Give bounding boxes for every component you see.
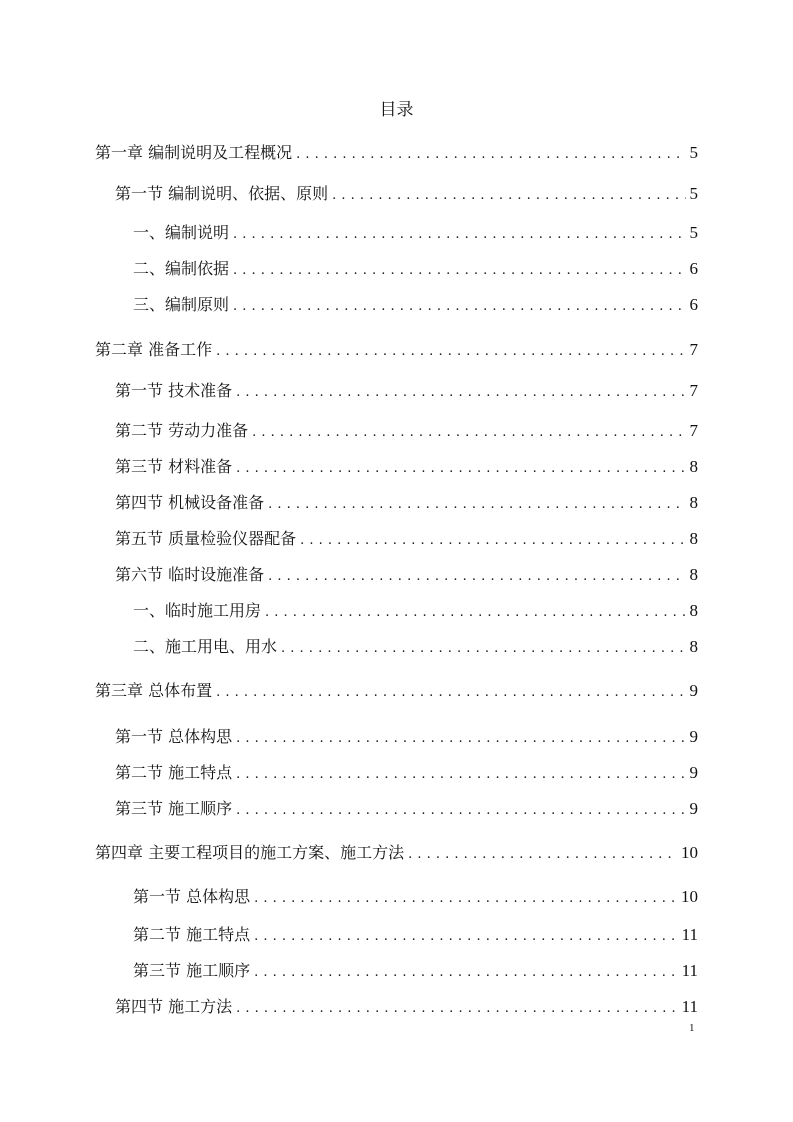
dot-leader (236, 458, 685, 480)
toc-entry[interactable] (115, 564, 698, 586)
toc-entry-label: 第二节 劳动力准备 (115, 421, 249, 440)
toc-entry[interactable] (133, 294, 698, 316)
toc-entry-label: 第一节 总体构思 (115, 727, 233, 746)
toc-entry-label: 第一章 编制说明及工程概况 (95, 143, 293, 162)
toc-entry-label: 第三节 材料准备 (115, 457, 233, 476)
toc-entry[interactable] (115, 420, 698, 442)
toc-entry-label: 第二节 施工特点 (133, 925, 251, 944)
toc-entry-label: 第三节 施工顺序 (115, 799, 233, 818)
toc-entry-page: 10 (681, 887, 698, 906)
toc-entry-page: 8 (689, 529, 698, 548)
toc-entry-page: 8 (689, 637, 698, 656)
toc-entry-label: 第四章 主要工程项目的施工方案、施工方法 (95, 843, 405, 862)
toc-entry-page: 8 (689, 493, 698, 512)
dot-leader (265, 602, 685, 624)
toc-entry-page: 5 (689, 143, 698, 162)
toc-entry[interactable] (115, 183, 698, 205)
toc-entry-page: 8 (689, 565, 698, 584)
toc-entry-label: 第三节 施工顺序 (133, 961, 251, 980)
toc-entry[interactable] (133, 600, 698, 622)
toc-entry-page: 5 (689, 184, 698, 203)
dot-leader (216, 682, 685, 704)
toc-entry[interactable] (95, 842, 698, 864)
toc-entry-page: 9 (689, 727, 698, 746)
dot-leader (408, 844, 677, 866)
toc-entry-page: 11 (681, 925, 698, 944)
dot-leader (236, 764, 685, 786)
toc-entry-label: 二、施工用电、用水 (133, 637, 278, 656)
toc-entry[interactable] (133, 886, 698, 908)
toc-entry-label: 第六节 临时设施准备 (115, 565, 265, 584)
toc-entry[interactable] (115, 528, 698, 550)
toc-entry-page: 7 (689, 381, 698, 400)
toc-entry-label: 第二章 准备工作 (95, 340, 213, 359)
toc-entry[interactable] (133, 960, 698, 982)
toc-entry[interactable] (95, 339, 698, 361)
page-number: 1 (689, 1022, 695, 1034)
toc-entry-label: 一、临时施工用房 (133, 601, 262, 620)
toc-entry[interactable] (115, 996, 698, 1018)
toc-entry-label: 第二节 施工特点 (115, 763, 233, 782)
dot-leader (254, 962, 678, 984)
toc-entry-page: 5 (689, 223, 698, 242)
dot-leader (268, 494, 685, 516)
toc-entry-page: 9 (689, 799, 698, 818)
toc-entry-label: 二、编制依据 (133, 259, 230, 278)
dot-leader (252, 422, 685, 444)
toc-entry[interactable] (115, 726, 698, 748)
toc-entry-page: 9 (689, 763, 698, 782)
dot-leader (236, 728, 685, 750)
toc-entry-label: 一、编制说明 (133, 223, 230, 242)
toc-entry-label: 第一节 编制说明、依据、原则 (115, 184, 329, 203)
toc-entry-page: 7 (689, 340, 698, 359)
toc-entry-page: 6 (689, 259, 698, 278)
toc-entry-page: 6 (689, 295, 698, 314)
dot-leader (254, 888, 677, 910)
dot-leader (268, 566, 685, 588)
toc-entry[interactable] (115, 492, 698, 514)
dot-leader (236, 998, 678, 1020)
toc-entry[interactable] (133, 222, 698, 244)
toc-entry-page: 10 (681, 843, 698, 862)
toc-entry[interactable] (115, 380, 698, 402)
toc-entry-page: 11 (681, 961, 698, 980)
toc-entry-label: 第三章 总体布置 (95, 681, 213, 700)
toc-entry-label: 第一节 技术准备 (115, 381, 233, 400)
dot-leader (296, 144, 685, 166)
toc-entry-label: 第五节 质量检验仪器配备 (115, 529, 297, 548)
toc-entry-label: 三、编制原则 (133, 295, 230, 314)
toc-entry[interactable] (95, 680, 698, 702)
toc-entry[interactable] (95, 142, 698, 164)
dot-leader (233, 296, 685, 318)
toc-entry-page: 9 (689, 681, 698, 700)
dot-leader (281, 638, 685, 660)
toc-entry[interactable] (133, 636, 698, 658)
dot-leader (254, 926, 678, 948)
dot-leader (216, 341, 685, 363)
dot-leader (236, 800, 685, 822)
toc-entry-page: 8 (689, 601, 698, 620)
dot-leader (236, 382, 685, 404)
dot-leader (300, 530, 685, 552)
toc-entry-page: 8 (689, 457, 698, 476)
toc-entry-label: 第四节 施工方法 (115, 997, 233, 1016)
toc-entry-label: 第四节 机械设备准备 (115, 493, 265, 512)
toc-entry[interactable] (115, 798, 698, 820)
toc-entry-label: 第一节 总体构思 (133, 887, 251, 906)
toc-entry-page: 7 (689, 421, 698, 440)
toc-entry-page: 11 (681, 997, 698, 1016)
toc-title: 目录 (379, 100, 414, 120)
toc-entry[interactable] (133, 258, 698, 280)
dot-leader (332, 185, 685, 207)
toc-entry[interactable] (115, 456, 698, 478)
toc-entry[interactable] (133, 924, 698, 946)
dot-leader (233, 260, 685, 282)
dot-leader (233, 224, 685, 246)
toc-entry[interactable] (115, 762, 698, 784)
